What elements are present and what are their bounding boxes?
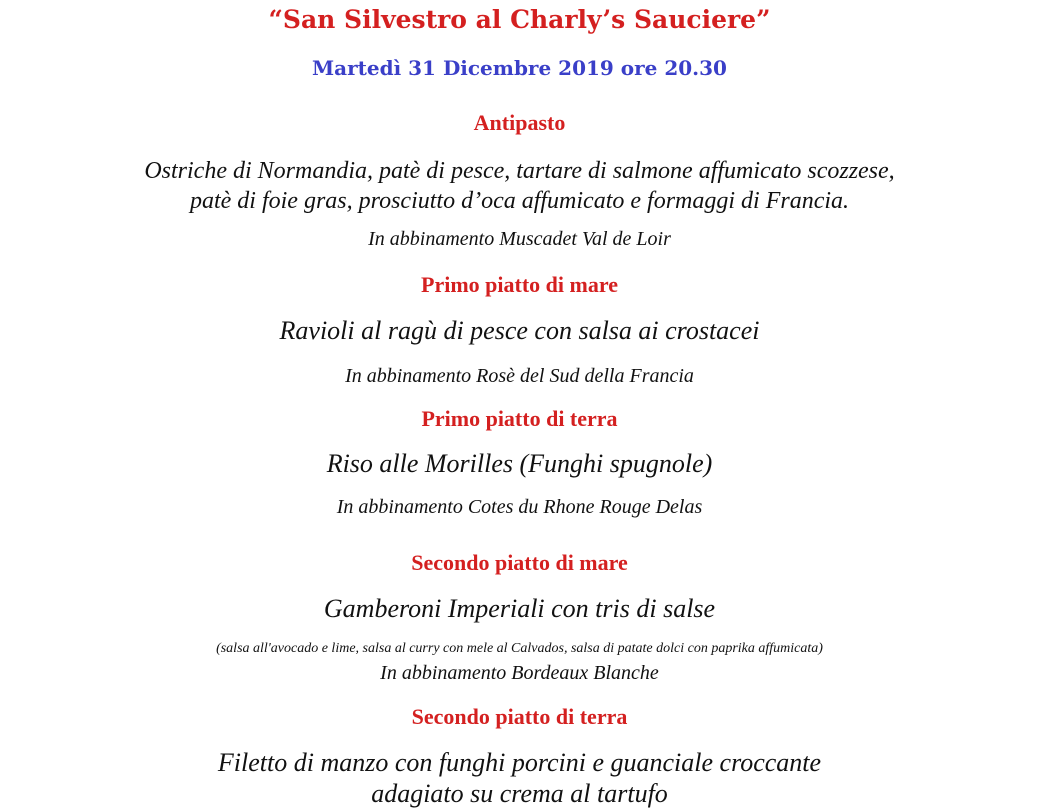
wine-pairing: In abbinamento Bordeaux Blanche — [380, 662, 659, 684]
course-heading-secondo-mare: Secondo piatto di mare — [411, 550, 628, 575]
course-heading-primo-terra: Primo piatto di terra — [421, 406, 618, 431]
dish-line: Ostriche di Normandia, patè di pesce, tartare di salmone affumicato scozzese, — [144, 158, 895, 184]
dish-line: adagiato su crema al tartufo — [371, 779, 668, 808]
menu-title: “San Silvestro al Charly’s Sauciere” — [268, 5, 771, 34]
course-heading-secondo-terra: Secondo piatto di terra — [411, 704, 628, 729]
course-heading-antipasto: Antipasto — [473, 110, 566, 135]
sauce-note: (salsa all'avocado e lime, salsa al curry con mele al Calvados, salsa di patate dolci con paprika affumicata) — [216, 641, 823, 656]
wine-pairing: In abbinamento Rosè del Sud della Francia — [345, 365, 694, 387]
dish-line: Ravioli al ragù di pesce con salsa ai crostacei — [279, 316, 760, 345]
wine-pairing: In abbinamento Cotes du Rhone Rouge Delas — [336, 496, 703, 518]
course-heading-primo-mare: Primo piatto di mare — [421, 272, 618, 297]
event-date: Martedì 31 Dicembre 2019 ore 20.30 — [312, 56, 727, 80]
dish-line: Riso alle Morilles (Funghi spugnole) — [326, 449, 713, 478]
dish-line: patè di foie gras, prosciutto d’oca affumicato e formaggi di Francia. — [189, 188, 850, 214]
dish-line: Filetto di manzo con funghi porcini e guanciale croccante — [217, 748, 822, 777]
wine-pairing: In abbinamento Muscadet Val de Loir — [368, 228, 671, 250]
dish-line: Gamberoni Imperiali con tris di salse — [323, 594, 716, 623]
